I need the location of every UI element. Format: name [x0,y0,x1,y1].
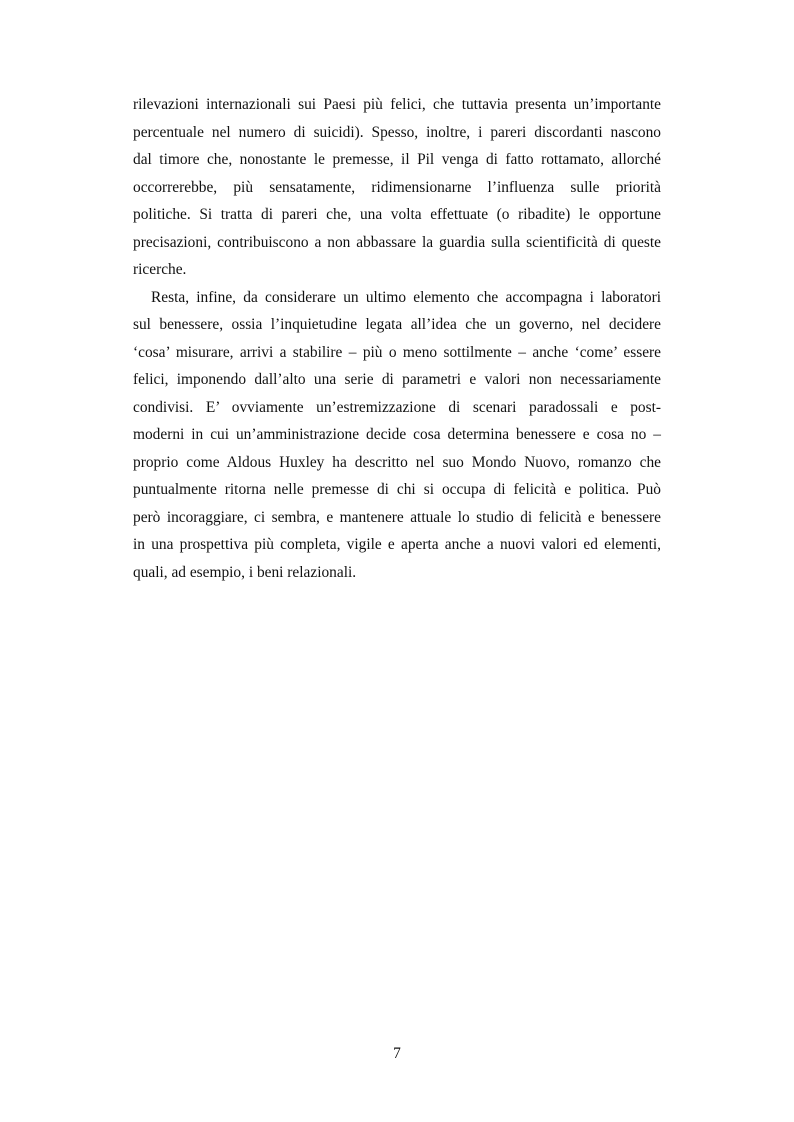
text-line: ‘cosa’ misurare, arrivi a stabilire – più o meno sottilmente – anche ‘come’ essere [133,343,661,361]
text-line: quali, ad esempio, i beni relazionali. [133,563,357,581]
text-line: occorrerebbe, più sensatamente, ridimensionarne l’influenza sulle priorità [133,178,661,196]
text-line: sul benessere, ossia l’inquietudine legata all’idea che un governo, nel decidere [133,316,661,333]
text-line: dal timore che, nonostante le premesse, il Pil venga di fatto rottamato, allorché [133,151,661,168]
text-line: rilevazioni internazionali sui Paesi più felici, che tuttavia presenta un’importante [133,96,661,113]
text-line: felici, imponendo dall’alto una serie di parametri e valori non necessariamente [133,371,661,388]
text-line: Resta, infine, da considerare un ultimo elemento che accompagna i laboratori [151,288,661,306]
text-line: percentuale nel numero di suicidi). Spesso, inoltre, i pareri discordanti nascono [133,123,661,141]
paragraph-1 [133,91,661,284]
text-line: puntualmente ritorna nelle premesse di chi si occupa di felicità e politica. Può [133,481,661,498]
text-line: proprio come Aldous Huxley ha descritto nel suo Mondo Nuovo, romanzo che [133,453,661,471]
text-line: ricerche. [133,261,187,278]
text-line: precisazioni, contribuiscono a non abbassare la guardia sulla scientificità di queste [133,233,661,251]
text-line: condivisi. E’ ovviamente un’estremizzazione di scenari paradossali e post- [133,398,661,416]
paragraph-2 [133,284,661,587]
text-line: in una prospettiva più completa, vigile e aperta anche a nuovi valori ed elementi, [133,536,661,553]
body-text [133,91,661,586]
text-line: moderni in cui un’amministrazione decide cosa determina benessere e cosa no – [133,426,661,443]
text-line: però incoraggiare, ci sembra, e mantenere attuale lo studio di felicità e benessere [133,508,661,526]
text-line: politiche. Si tratta di pareri che, una volta effettuate (o ribadite) le opportune [133,206,661,223]
page-number: 7 [393,1045,401,1062]
